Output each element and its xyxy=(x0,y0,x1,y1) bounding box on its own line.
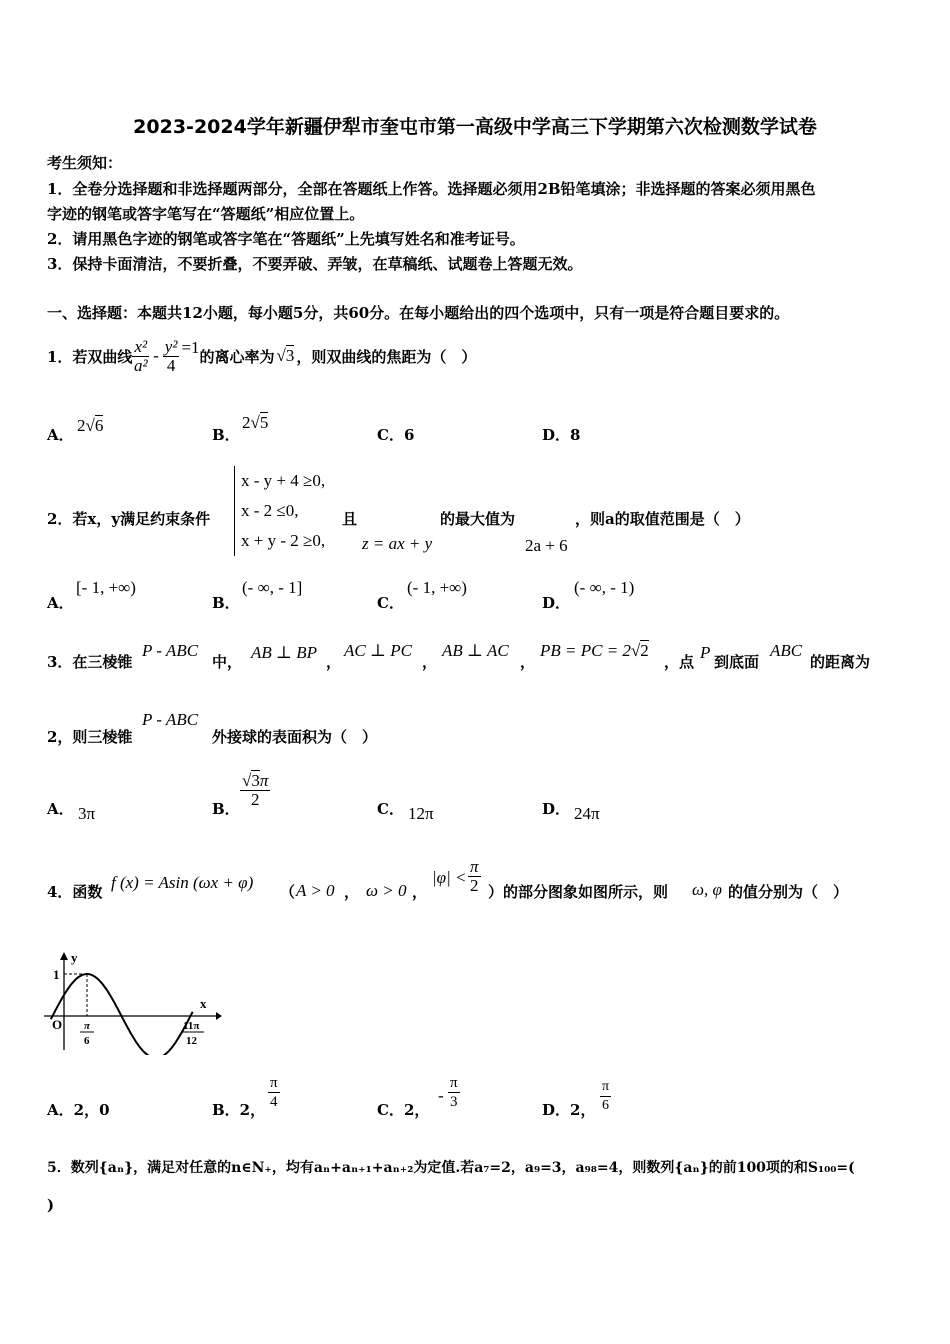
tick-2-numerator: 11π xyxy=(183,1020,200,1032)
q4-cond-omega: ω > 0 xyxy=(366,881,407,900)
question-1-stem xyxy=(47,326,476,386)
q2-option-c-value: (- 1, +∞) xyxy=(407,578,467,597)
q3-pyramid-2: P - ABC xyxy=(142,710,199,729)
x-axis-arrow-icon xyxy=(216,1012,222,1020)
q3-cond-2: AC ⊥ PC xyxy=(344,641,412,660)
q1-sqrt: √3 xyxy=(276,346,295,365)
q4-option-c: C．2， xyxy=(377,1101,430,1119)
q1-option-b-value: 2√5 xyxy=(242,413,269,432)
q4-cond-phi: |φ| < xyxy=(432,868,467,887)
q1-mid-text: 的离心率为 xyxy=(199,347,275,366)
section-heading: 一、选择题：本题共12小题，每小题5分，共60分。在每小题给出的四个选项中，只有一项是符合题目要求的。 xyxy=(47,304,790,322)
q2-max-value: 2a + 6 xyxy=(525,536,568,555)
q4-vars: ω, φ xyxy=(692,880,722,899)
q5-stem: 5．数列{aₙ}，满足对任意的n∈N₊，均有aₙ+aₙ₊₁+aₙ₊₂为定值.若a₇=2，a₉=3，a₉₈=4，则数列{aₙ}的前100项的和S₁₀₀=( xyxy=(47,1160,855,1176)
q3-base-abc: ABC xyxy=(770,641,803,660)
q2-option-b-value: (- ∞, - 1] xyxy=(242,578,303,597)
q4-suffix-2: 的值分别为（ ） xyxy=(728,883,849,901)
q2-constraint-system xyxy=(234,466,325,556)
q2-option-d-value: (- ∞, - 1) xyxy=(574,578,635,597)
q3-sep-3: ， xyxy=(520,653,536,671)
tick-1-denominator: 6 xyxy=(84,1035,90,1047)
q1-option-a-value: 2√6 xyxy=(77,416,104,435)
q1-fraction-y: $\frac{\text{y²}}{4}$ xyxy=(164,336,178,375)
q3-cond-4: PB = PC = 2√2 xyxy=(540,641,649,660)
q4-option-b: B．2， xyxy=(212,1101,266,1119)
q5-stem-close: ) xyxy=(47,1196,55,1214)
q3-option-d-value: 24π xyxy=(574,804,600,823)
q3-option-c: C． xyxy=(377,800,404,818)
q1-suffix: ，则双曲线的焦距为（ ） xyxy=(296,347,477,366)
q4-option-d: D．2， xyxy=(542,1101,596,1119)
q2-option-d: D． xyxy=(542,594,571,612)
q4-prefix: 4．函数 xyxy=(47,883,103,901)
q1-prefix: 1．若双曲线 xyxy=(47,347,133,366)
q2-option-a: A． xyxy=(47,594,74,612)
q3-line2-b: 外接球的表面积为（ ） xyxy=(212,728,378,746)
q4-sep-2: ， xyxy=(412,883,428,901)
notice-line-3: 3．保持卡面清洁，不要折叠，不要弄破、弄皱，在草稿纸、试题卷上答题无效。 xyxy=(47,255,583,273)
q1-option-b: B． xyxy=(212,426,240,444)
y-axis-label: y xyxy=(71,950,78,965)
tick-1-numerator: π xyxy=(84,1020,91,1032)
page-title: 2023-2024学年新疆伊犁市奎屯市第一高级中学高三下学期第六次检测数学试卷 xyxy=(133,116,817,138)
q2-option-b: B． xyxy=(212,594,240,612)
q4-sine-graph xyxy=(44,950,222,1055)
q1-fraction-x: $\frac{\text{x²}}{\text{a²}}$ xyxy=(133,336,148,375)
q4-sep-1: ， xyxy=(344,883,360,901)
q3-zhong: 中， xyxy=(212,653,243,671)
q3-option-c-value: 12π xyxy=(408,804,434,823)
q2-option-c: C． xyxy=(377,594,404,612)
q2-suffix: ，则a的取值范围是（ ） xyxy=(575,510,750,528)
notice-line-1a: 1．全卷分选择题和非选择题两部分，全部在答题纸上作答。选择题必须用2B铅笔填涂；非选择题的答案必须用黑色 xyxy=(47,180,816,198)
q3-option-d: D． xyxy=(542,800,571,818)
q2-max-text: 的最大值为 xyxy=(440,510,516,528)
q3-line2-a: 2，则三棱锥 xyxy=(47,728,133,746)
q2-objective: z = ax + y xyxy=(362,534,433,553)
q4-option-d-value: $\frac{\pi}{6}$ xyxy=(602,1079,610,1113)
q3-sep-1: ， xyxy=(326,653,342,671)
q2-constraint-3: x + y - 2 ≥0, xyxy=(241,531,326,550)
q3-cond-1: AB ⊥ BP xyxy=(251,643,318,662)
q4-option-a: A．2，0 xyxy=(47,1101,110,1119)
sine-curve xyxy=(51,974,193,1055)
q1-option-a: A． xyxy=(47,426,74,444)
q2-and: 且 xyxy=(342,510,358,528)
q3-option-b: B． xyxy=(212,800,240,818)
notice-heading: 考生须知： xyxy=(47,154,123,172)
q3-option-a-value: 3π xyxy=(78,804,96,823)
q2-constraint-1: x - y + 4 ≥0, xyxy=(241,471,326,490)
q4-option-c-minus: - xyxy=(438,1086,444,1105)
q3-option-b-value: $\frac{√3\pi}{2}$ xyxy=(242,771,269,809)
q2-prefix: 2．若x，y满足约束条件 xyxy=(47,510,211,528)
q1-option-d: D．8 xyxy=(542,426,581,444)
origin-label: O xyxy=(52,1017,63,1032)
notice-line-1b: 字迹的钢笔或答字笔写在“答题纸”相应位置上。 xyxy=(47,205,365,223)
q4-cond-open: （ xyxy=(280,883,296,901)
q3-cond-3: AB ⊥ AC xyxy=(442,641,509,660)
y-axis-arrow-icon xyxy=(60,952,68,960)
q3-prefix: 3．在三棱锥 xyxy=(47,653,133,671)
notice-line-2: 2．请用黑色字迹的钢笔或答字笔在“答题纸”上先填写姓名和准考证号。 xyxy=(47,230,525,248)
q4-cond-a: A > 0 xyxy=(296,881,335,900)
q3-to: 到底面 xyxy=(714,653,760,671)
q4-option-b-value: $\frac{\pi}{4}$ xyxy=(270,1075,278,1110)
q1-equals-one: =1 xyxy=(181,338,200,357)
q3-option-a: A． xyxy=(47,800,74,818)
q3-dist: 的距离为 xyxy=(810,653,871,671)
one-label: 1 xyxy=(53,967,60,982)
q4-cond-phi-fraction: $\frac{\pi}{2}$ xyxy=(470,857,479,895)
q3-sep-2: ， xyxy=(422,653,438,671)
q3-pyramid: P - ABC xyxy=(142,641,199,660)
tick-2-denominator: 12 xyxy=(186,1035,197,1047)
q1-option-c: C．6 xyxy=(377,426,415,444)
q2-constraint-2: x - 2 ≤0, xyxy=(241,501,299,520)
q1-minus: - xyxy=(153,346,159,365)
q4-function: f (x) = Asin (ωx + φ) xyxy=(111,873,254,892)
q3-point-p: P xyxy=(700,643,711,662)
q3-dian: ，点 xyxy=(664,653,695,671)
q4-option-c-value: $\frac{\pi}{3}$ xyxy=(450,1075,458,1110)
q2-option-a-value: [- 1, +∞) xyxy=(76,578,136,597)
x-axis-label: x xyxy=(200,996,207,1011)
q4-suffix: ）的部分图象如图所示，则 xyxy=(488,883,669,901)
